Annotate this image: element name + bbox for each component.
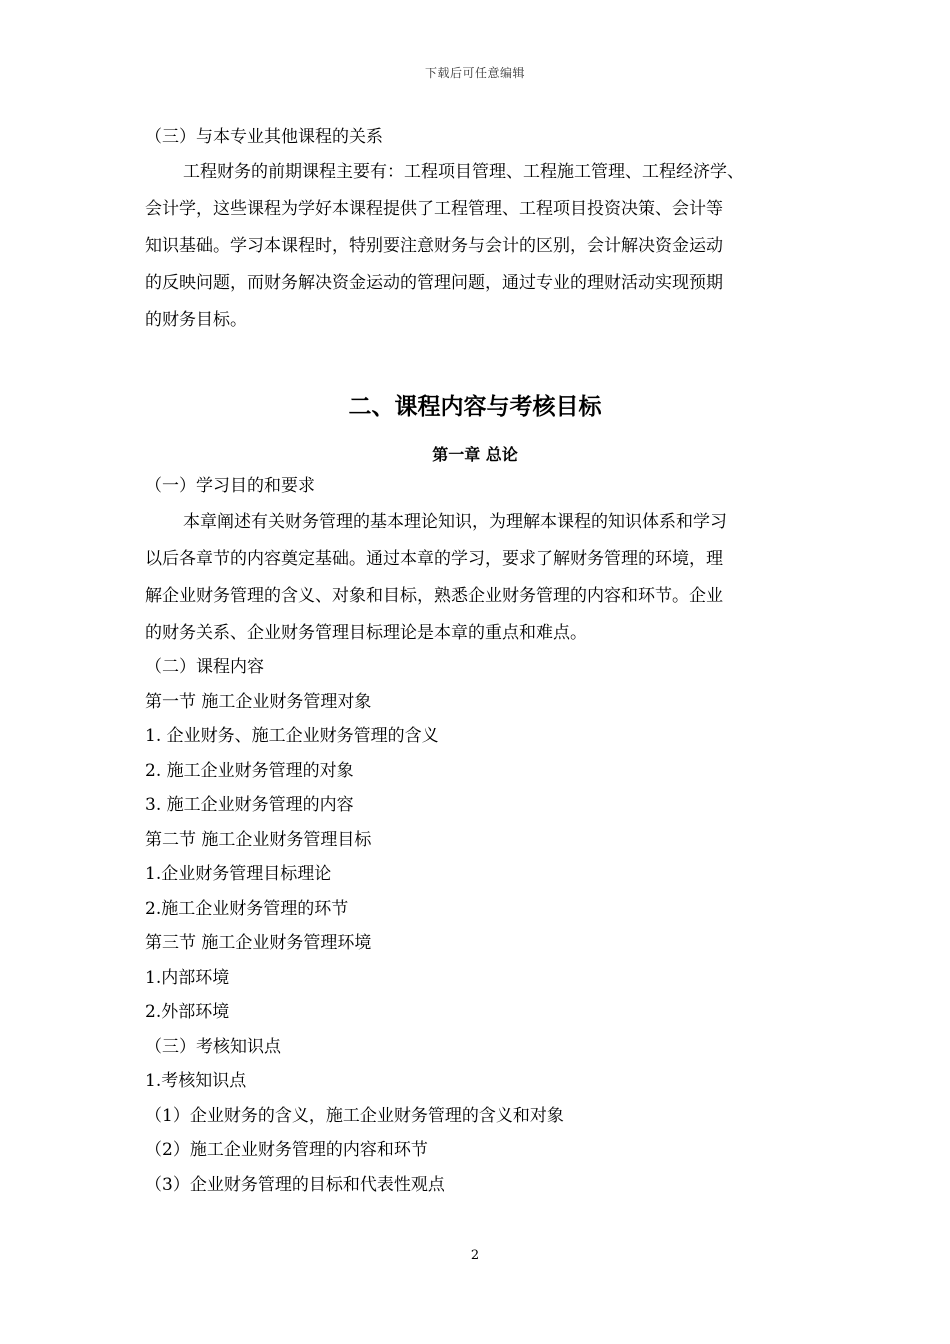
- outline-item: （1）企业财务的含义，施工企业财务管理的含义和对象: [145, 1106, 564, 1126]
- paragraph-line: 的反映问题，而财务解决资金运动的管理问题，通过专业的理财活动实现预期: [145, 273, 723, 293]
- paragraph-line: 解企业财务管理的含义、对象和目标，熟悉企业财务管理的内容和环节。企业: [145, 586, 723, 606]
- outline-item: 1.内部环境: [145, 968, 230, 988]
- section-heading: （三）与本专业其他课程的关系: [145, 127, 383, 147]
- paragraph-line: 以后各章节的内容奠定基础。通过本章的学习，要求了解财务管理的环境，理: [145, 549, 723, 569]
- paragraph-line: 的财务目标。: [145, 310, 247, 330]
- section-heading: （二）课程内容: [145, 657, 264, 677]
- outline-item: 2. 施工企业财务管理的对象: [145, 761, 354, 781]
- paragraph-line: 工程财务的前期课程主要有：工程项目管理、工程施工管理、工程经济学、: [183, 162, 744, 182]
- outline-item: 第一节 施工企业财务管理对象: [145, 692, 372, 712]
- section-heading: （三）考核知识点: [145, 1037, 281, 1057]
- paragraph-line: 的财务关系、企业财务管理目标理论是本章的重点和难点。: [145, 623, 587, 643]
- main-title: 二、课程内容与考核目标: [348, 394, 602, 420]
- paragraph-line: 本章阐述有关财务管理的基本理论知识，为理解本课程的知识体系和学习: [183, 512, 727, 532]
- outline-item: 3. 施工企业财务管理的内容: [145, 795, 354, 815]
- outline-item: 1.考核知识点: [145, 1071, 247, 1091]
- outline-item: 2.外部环境: [145, 1002, 230, 1022]
- outline-item: 1.企业财务管理目标理论: [145, 864, 332, 884]
- outline-item: （3）企业财务管理的目标和代表性观点: [145, 1175, 445, 1195]
- outline-item: 第二节 施工企业财务管理目标: [145, 830, 372, 850]
- paragraph-line: 知识基础。学习本课程时，特别要注意财务与会计的区别，会计解决资金运动: [145, 236, 723, 256]
- outline-item: 2.施工企业财务管理的环节: [145, 899, 349, 919]
- outline-item: 1. 企业财务、施工企业财务管理的含义: [145, 726, 439, 746]
- section-heading: （一）学习目的和要求: [145, 476, 315, 496]
- outline-item: （2）施工企业财务管理的内容和环节: [145, 1140, 428, 1160]
- paragraph-line: 会计学，这些课程为学好本课程提供了工程管理、工程项目投资决策、会计等: [145, 199, 723, 219]
- page-header: 下载后可任意编辑: [424, 66, 525, 80]
- chapter-title: 第一章 总论: [432, 445, 518, 464]
- outline-item: 第三节 施工企业财务管理环境: [145, 933, 372, 953]
- page-number: 2: [470, 1248, 480, 1263]
